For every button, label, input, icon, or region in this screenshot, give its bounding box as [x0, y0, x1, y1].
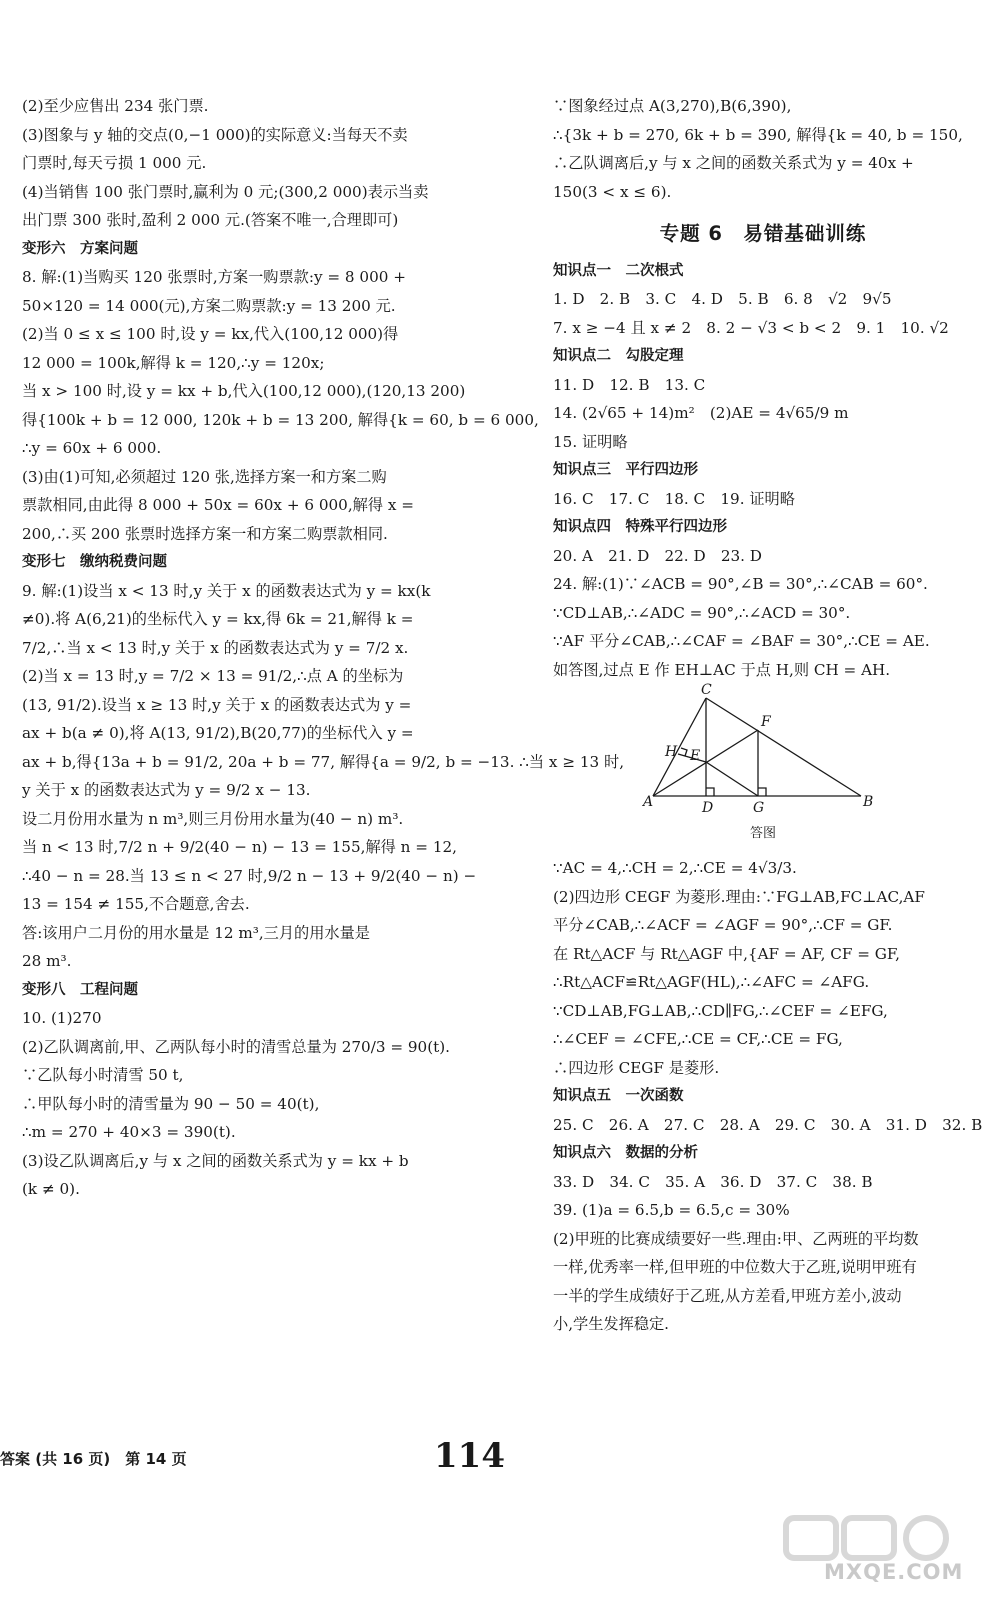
text-line: ∴m = 270 + 40×3 = 390(t).: [22, 1123, 236, 1141]
section-title: 专题 6 易错基础训练: [659, 222, 867, 245]
section-heading: 变形七 缴纳税费问题: [22, 554, 167, 570]
text-line: 11. D 12. B 13. C: [553, 375, 706, 394]
text-line: ∴甲队每小时的清雪量为 90 − 50 = 40(t),: [22, 1094, 320, 1113]
figure-caption: 答图: [749, 826, 776, 841]
text-line: y 关于 x 的函数表达式为 y = 9/2 x − 13.: [22, 781, 311, 799]
text-line: (3)图象与 y 轴的交点(0,−1 000)的实际意义:当每天不卖: [22, 125, 408, 144]
text-line: 1. D 2. B 3. C 4. D 5. B 6. 8 √2 9√5: [553, 290, 892, 308]
text-line: 200,∴买 200 张票时选择方案一和方案二购票款相同.: [22, 524, 388, 543]
right-top-block: [553, 92, 973, 206]
section-heading: 知识点六 数据的分析: [553, 1145, 698, 1161]
line-AC: [653, 698, 706, 796]
section-heading: 知识点四 特殊平行四边形: [553, 519, 727, 535]
text-line: ∵CD⊥AB,FG⊥AB,∴CD∥FG,∴∠CEF = ∠EFG,: [553, 1001, 888, 1020]
label-C: C: [701, 682, 712, 698]
text-line: 8. 解:(1)当购买 120 张票时,方案一购票款:y = 8 000 +: [22, 268, 406, 286]
text-line: 24. 解:(1)∵∠ACB = 90°,∠B = 30°,∴∠CAB = 60°.: [553, 575, 928, 593]
text-line: 10. (1)270: [22, 1009, 102, 1027]
text-line: ∴y = 60x + 6 000.: [22, 439, 162, 457]
text-line: (k ≠ 0).: [22, 1180, 80, 1198]
text-line: (13, 91/2).设当 x ≥ 13 时,y 关于 x 的函数表达式为 y =: [22, 695, 412, 714]
section-heading: 知识点二 勾股定理: [553, 348, 684, 364]
text-line: 得{100k + b = 12 000, 120k + b = 13 200, 解得{k = 60, b = 6 000,: [22, 410, 539, 429]
text-line: 12 000 = 100k,解得 k = 120,∴y = 120x;: [22, 353, 325, 372]
text-line: 7/2,∴当 x < 13 时,y 关于 x 的函数表达式为 y = 7/2 x.: [22, 638, 409, 657]
text-line: (2)甲班的比赛成绩要好一些.理由:甲、乙两班的平均数: [553, 1229, 919, 1248]
text-line: (4)当销售 100 张门票时,赢利为 0 元;(300,2 000)表示当卖: [22, 182, 429, 201]
text-line: 一半的学生成绩好于乙班,从方差看,甲班方差小,波动: [553, 1286, 902, 1305]
answer-figure: [553, 684, 973, 854]
text-line: 小,学生发挥稳定.: [553, 1315, 669, 1333]
text-line: 15. 证明略: [553, 432, 628, 451]
text-line: ∴四边形 CEGF 是菱形.: [553, 1058, 720, 1077]
text-line: ∵乙队每小时清雪 50 t,: [22, 1066, 184, 1084]
text-line: 14. (2√65 + 14)m² (2)AE = 4√65/9 m: [553, 404, 849, 422]
watermark-text: MXQE.COM: [824, 1560, 964, 1584]
text-line: 33. D 34. C 35. A 36. D 37. C 38. B: [553, 1172, 873, 1191]
text-line: ∴{3k + b = 270, 6k + b = 390, 解得{k = 40, b = 150,: [553, 125, 963, 144]
right-column: [553, 92, 983, 1339]
label-H: H: [665, 744, 678, 760]
text-line: 答:该用户二月份的用水量是 12 m³,三月的用水量是: [22, 923, 370, 942]
page-number: 114: [434, 1436, 505, 1476]
text-line: (2)当 0 ≤ x ≤ 100 时,设 y = kx,代入(100,12 000)得: [22, 325, 399, 343]
label-B: B: [863, 794, 874, 810]
text-line: 平分∠CAB,∴∠ACF = ∠AGF = 90°,∴CF = GF.: [553, 916, 893, 934]
text-line: ∴乙队调离后,y 与 x 之间的函数关系式为 y = 40x +: [553, 154, 914, 172]
text-line: 如答图,过点 E 作 EH⊥AC 于点 H,则 CH = AH.: [553, 660, 891, 679]
text-line: 16. C 17. C 18. C 19. 证明略: [553, 489, 795, 508]
text-line: ∵AF 平分∠CAB,∴∠CAF = ∠BAF = 30°,∴CE = AE.: [553, 632, 930, 650]
text-line: ∴40 − n = 28.当 13 ≤ n < 27 时,9/2 n − 13 + 9/2(40 − n) −: [22, 866, 477, 885]
right-bottom-block: [553, 854, 983, 1339]
label-A: A: [643, 794, 654, 810]
line-CB: [706, 698, 861, 796]
text-line: 票款相同,由此得 8 000 + 50x = 60x + 6 000,解得 x =: [22, 496, 414, 514]
text-line: 25. C 26. A 27. C 28. A 29. C 30. A 31. D 32. B: [553, 1115, 983, 1134]
text-line: ∵CD⊥AB,∴∠ADC = 90°,∴∠ACD = 30°.: [553, 603, 851, 622]
label-E: E: [690, 748, 701, 764]
right-mid-block: [553, 257, 973, 685]
text-line: (2)四边形 CEGF 为菱形.理由:∵FG⊥AB,FC⊥AC,AF: [553, 887, 925, 906]
text-line: 当 n < 13 时,7/2 n + 9/2(40 − n) − 13 = 155,解得 n = 12,: [22, 838, 457, 856]
section-heading: 知识点一 二次根式: [553, 262, 684, 279]
label-D: D: [702, 800, 714, 816]
text-line: 150(3 < x ≤ 6).: [553, 182, 672, 201]
text-line: (2)乙队调离前,甲、乙两队每小时的清雪总量为 270/3 = 90(t).: [22, 1037, 450, 1056]
text-line: 出门票 300 张时,盈利 2 000 元.(答案不唯一,合理即可): [22, 211, 399, 229]
label-G: G: [753, 800, 765, 816]
text-line: 39. (1)a = 6.5,b = 6.5,c = 30%: [553, 1201, 790, 1219]
text-line: ∵AC = 4,∴CH = 2,∴CE = 4√3/3.: [553, 859, 797, 877]
text-line: 在 Rt△ACF 与 Rt△AGF 中,{AF = AF, CF = GF,: [553, 944, 900, 963]
text-line: 9. 解:(1)设当 x < 13 时,y 关于 x 的函数表达式为 y = kx(k: [22, 581, 431, 600]
text-line: 13 = 154 ≠ 155,不合题意,舍去.: [22, 895, 250, 913]
text-line: (2)至少应售出 234 张门票.: [22, 97, 209, 115]
text-line: ax + b(a ≠ 0),将 A(13, 91/2),B(20,77)的坐标代入 y =: [22, 724, 414, 742]
text-line: 设二月份用水量为 n m³,则三月份用水量为(40 − n) m³.: [22, 809, 404, 828]
text-line: (2)当 x = 13 时,y = 7/2 × 13 = 91/2,∴点 A 的坐标为: [22, 667, 404, 685]
text-line: 50×120 = 14 000(元),方案二购票款:y = 13 200 元.: [22, 296, 396, 315]
right-angle-G: [758, 788, 766, 796]
triangle-figure: [643, 684, 873, 824]
section-heading: 知识点三 平行四边形: [553, 462, 698, 478]
right-angle-D: [706, 788, 714, 796]
text-line: ≠0).将 A(6,21)的坐标代入 y = kx,得 6k = 21,解得 k =: [22, 610, 414, 628]
text-line: 28 m³.: [22, 952, 72, 970]
text-line: ax + b,得{13a + b = 91/2, 20a + b = 77, 解得{a = 9/2, b = −13. ∴当 x ≥ 13 时,: [22, 752, 625, 771]
section-heading: 变形六 方案问题: [22, 240, 138, 257]
footer-page-info: 答案 (共 16 页) 第 14 页: [0, 1450, 187, 1468]
text-line: (3)由(1)可知,必须超过 120 张,选择方案一和方案二购: [22, 467, 387, 486]
text-line: 20. A 21. D 22. D 23. D: [553, 546, 762, 565]
text-line: ∴Rt△ACF≌Rt△AGF(HL),∴∠AFC = ∠AFG.: [553, 973, 870, 991]
label-F: F: [761, 714, 771, 730]
text-line: 当 x > 100 时,设 y = kx + b,代入(100,12 000),(120,13 200): [22, 382, 466, 400]
text-line: 门票时,每天亏损 1 000 元.: [22, 154, 207, 172]
text-line: ∴∠CEF = ∠CFE,∴CE = CF,∴CE = FG,: [553, 1030, 843, 1048]
text-line: (3)设乙队调离后,y 与 x 之间的函数关系式为 y = kx + b: [22, 1151, 409, 1170]
text-line: ∵图象经过点 A(3,270),B(6,390),: [553, 97, 792, 115]
section-heading: 知识点五 一次函数: [553, 1088, 684, 1104]
text-line: 一样,优秀率一样,但甲班的中位数大于乙班,说明甲班有: [553, 1258, 917, 1276]
text-line: 7. x ≥ −4 且 x ≠ 2 8. 2 − √3 < b < 2 9. 1 10. √2: [553, 318, 949, 337]
section-heading: 变形八 工程问题: [22, 981, 138, 998]
